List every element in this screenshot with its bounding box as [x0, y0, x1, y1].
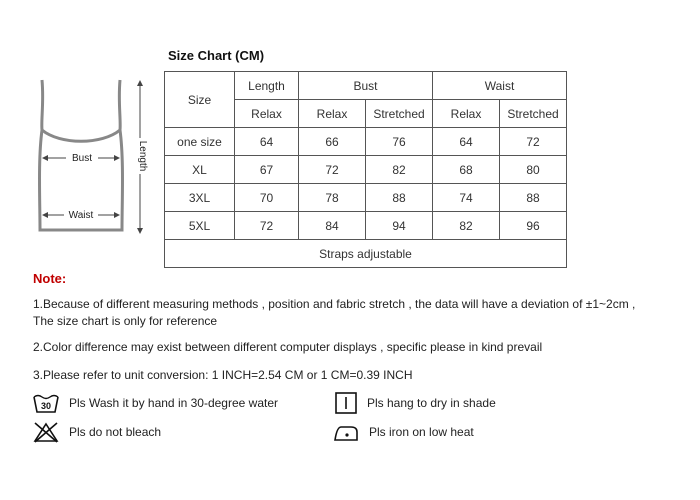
value-cell: 76 — [366, 128, 433, 156]
value-cell: 78 — [299, 184, 366, 212]
subheader-cell: Stretched — [500, 100, 567, 128]
header-size: Size — [165, 72, 235, 128]
care-text: Pls Wash it by hand in 30-degree water — [69, 396, 278, 410]
table-header-row — [165, 72, 567, 100]
subheader-cell: Stretched — [366, 100, 433, 128]
value-cell: 82 — [366, 156, 433, 184]
value-cell: 72 — [299, 156, 366, 184]
value-cell: 72 — [500, 128, 567, 156]
value-cell: 88 — [500, 184, 567, 212]
care-no-bleach — [33, 421, 161, 443]
waist-label: Waist — [68, 210, 94, 221]
care-text: Pls do not bleach — [69, 425, 162, 439]
value-cell: 64 — [235, 128, 299, 156]
size-cell: 5XL — [165, 212, 235, 240]
care-text: Pls hang to dry in shade — [367, 396, 496, 410]
size-cell: XL — [165, 156, 235, 184]
header-bust: Bust — [299, 72, 433, 100]
value-cell: 66 — [299, 128, 366, 156]
value-cell: 67 — [235, 156, 299, 184]
care-hand-wash — [33, 392, 278, 414]
subheader-cell: Relax — [299, 100, 366, 128]
length-label: Length — [137, 140, 148, 172]
care-text: Pls iron on low heat — [369, 425, 474, 439]
garment-diagram — [30, 70, 155, 245]
value-cell: 84 — [299, 212, 366, 240]
care-hang-dry — [335, 392, 496, 414]
subheader-cell: Relax — [433, 100, 500, 128]
wash-temp-badge: 30 — [40, 401, 52, 411]
care-iron-low — [333, 421, 474, 443]
do-not-bleach-icon — [33, 421, 59, 443]
table-footer-row — [165, 240, 567, 268]
note-1-line-2: The size chart is only for reference — [33, 314, 218, 328]
value-cell: 68 — [433, 156, 500, 184]
header-waist: Waist — [433, 72, 567, 100]
value-cell: 70 — [235, 184, 299, 212]
value-cell: 88 — [366, 184, 433, 212]
value-cell: 64 — [433, 128, 500, 156]
size-chart-title: Size Chart (CM) — [168, 48, 265, 63]
value-cell: 82 — [433, 212, 500, 240]
size-chart-table — [164, 71, 567, 268]
table-row — [165, 212, 567, 240]
value-cell: 80 — [500, 156, 567, 184]
iron-low-heat-icon — [333, 421, 359, 443]
size-cell: one size — [165, 128, 235, 156]
value-cell: 74 — [433, 184, 500, 212]
hand-wash-30-icon — [33, 392, 59, 414]
value-cell: 94 — [366, 212, 433, 240]
table-row — [165, 184, 567, 212]
note-3: 3.Please refer to unit conversion: 1 INCH=2.54 CM or 1 CM=0.39 INCH — [33, 368, 413, 382]
straps-adjustable-note: Straps adjustable — [165, 240, 567, 268]
subheader-cell: Relax — [235, 100, 299, 128]
note-2: 2.Color difference may exist between different computer displays , specific please in kind prevail — [33, 340, 543, 354]
note-label: Note: — [33, 271, 67, 286]
value-cell: 96 — [500, 212, 567, 240]
table-row — [165, 128, 567, 156]
value-cell: 72 — [235, 212, 299, 240]
table-row — [165, 156, 567, 184]
size-cell: 3XL — [165, 184, 235, 212]
bust-label: Bust — [71, 153, 93, 164]
header-length: Length — [235, 72, 299, 100]
note-1-line-1: 1.Because of different measuring methods , position and fabric stretch , the data will have a deviation of ±1~2cm , — [33, 297, 636, 311]
hang-dry-shade-icon — [335, 392, 357, 414]
